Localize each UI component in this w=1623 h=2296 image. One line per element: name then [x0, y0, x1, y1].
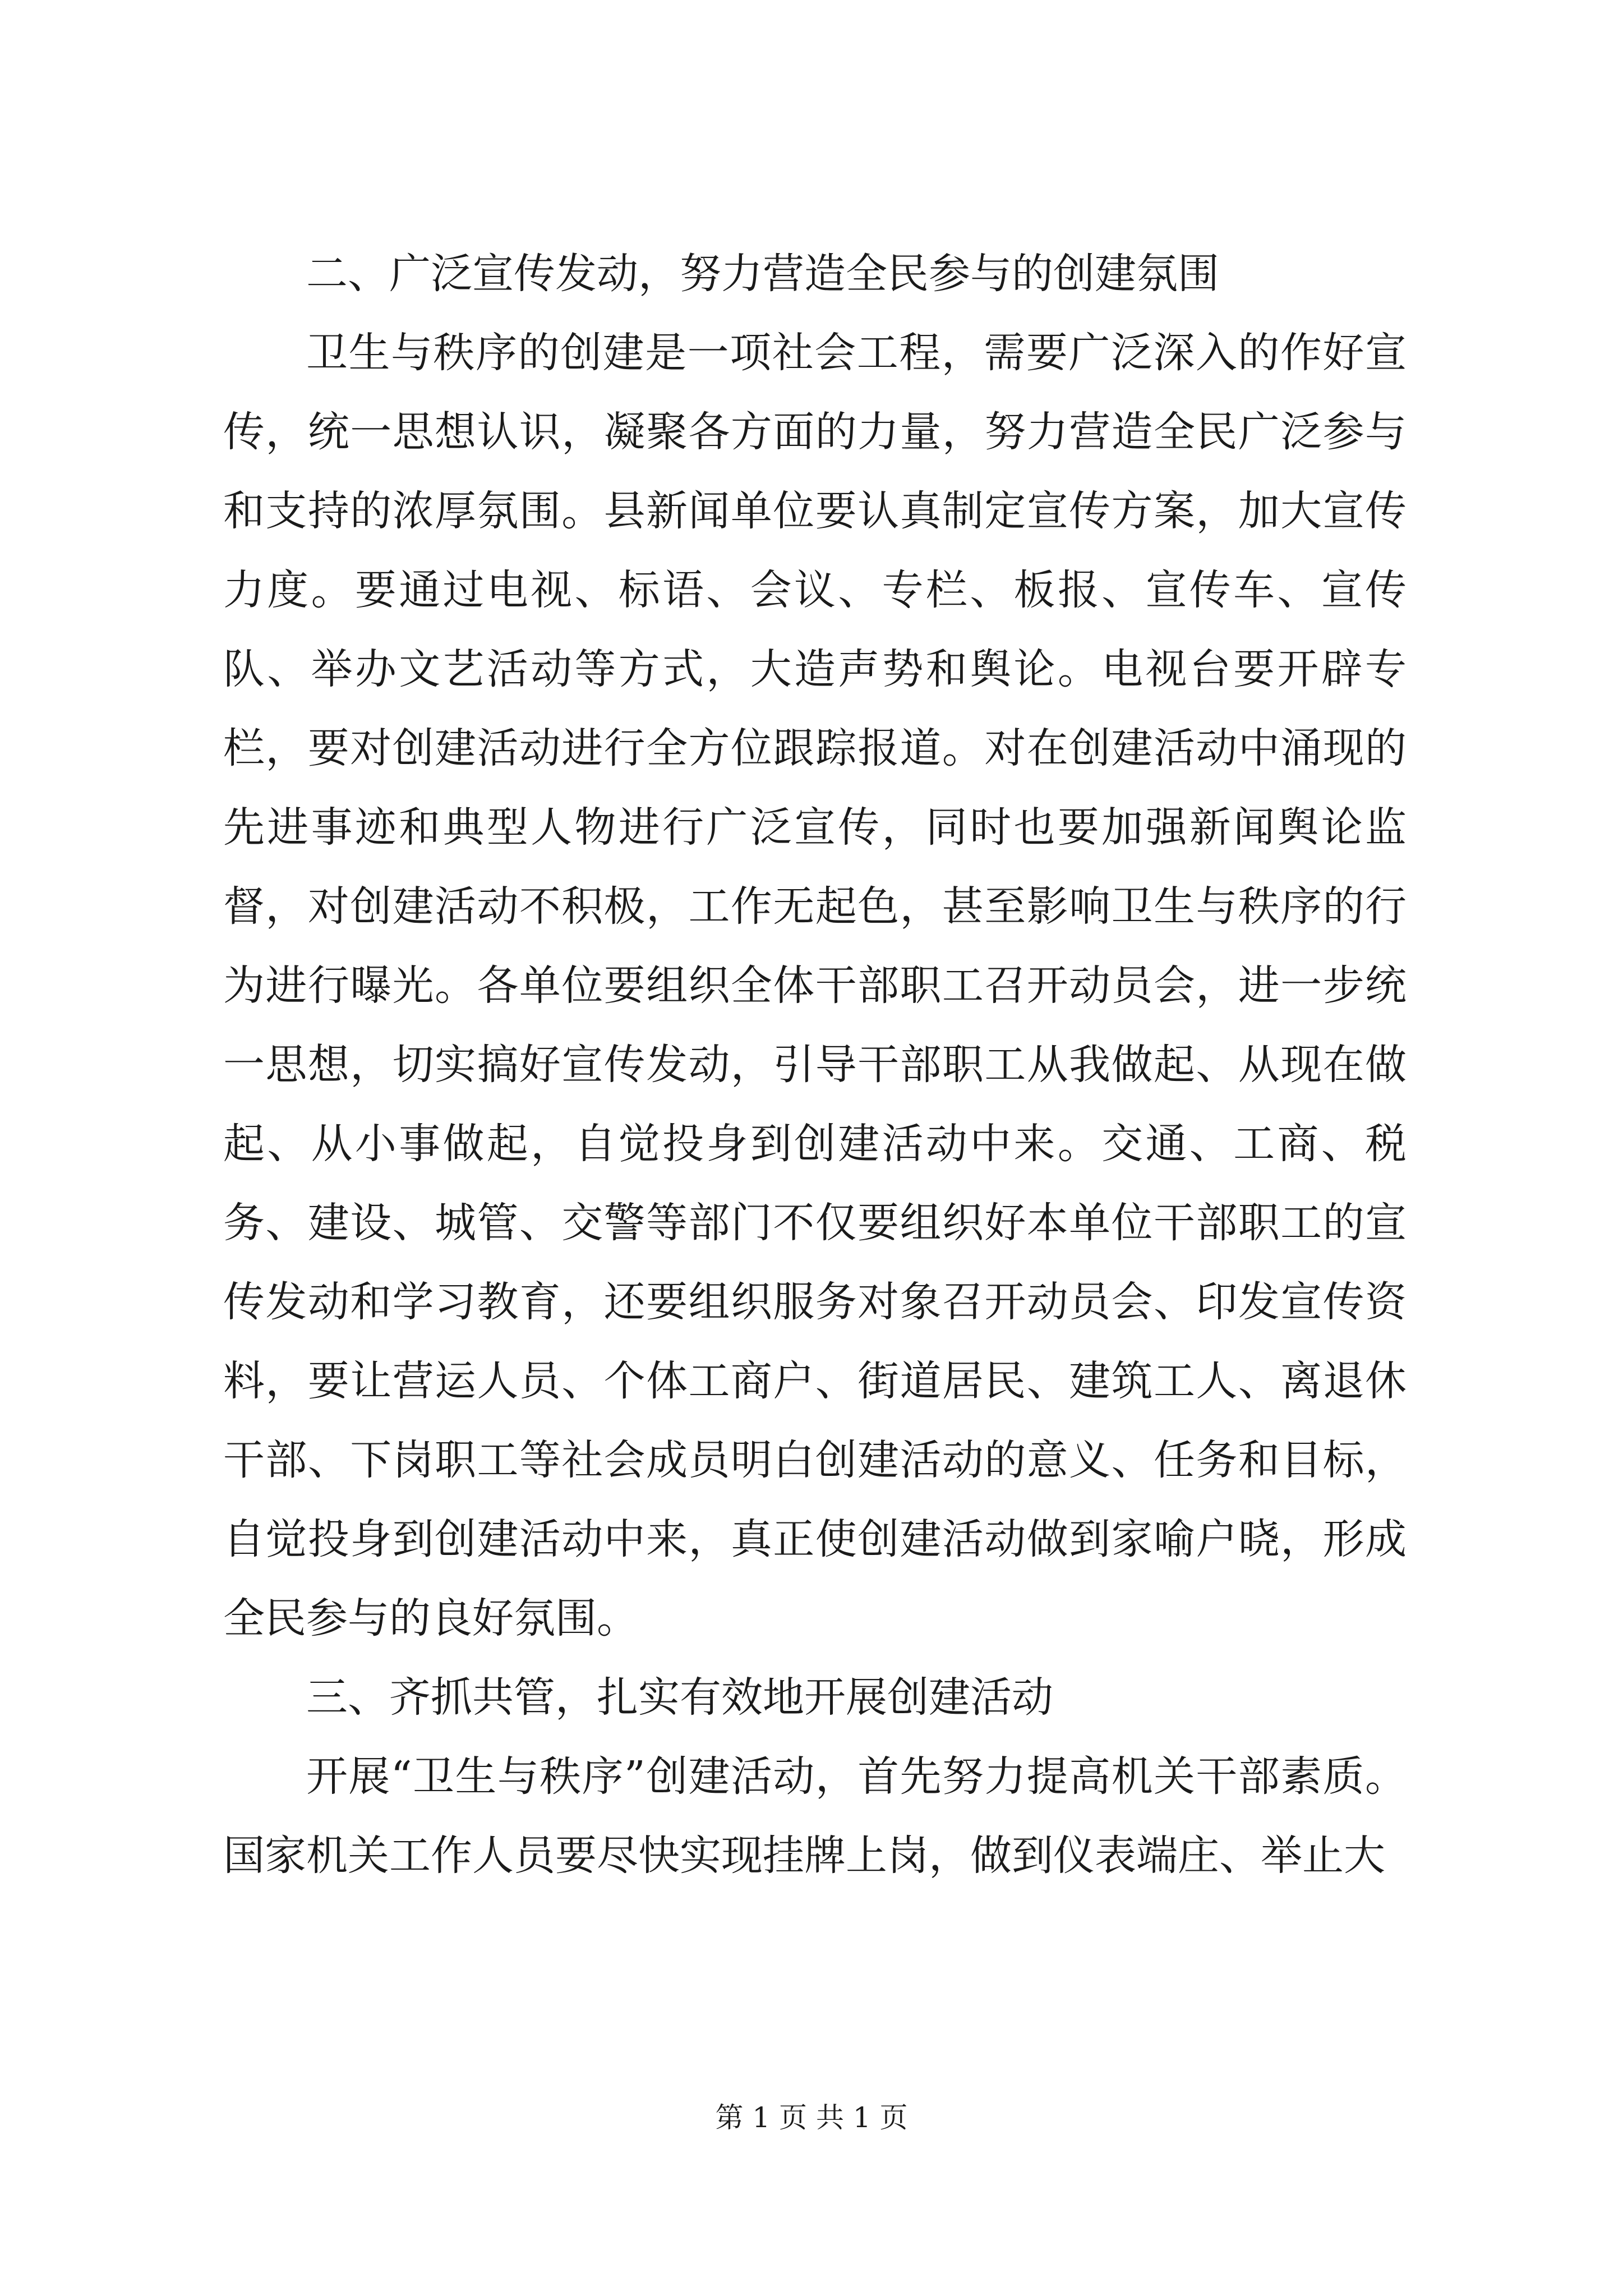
section-paragraph: 开展“卫生与秩序”创建活动，首先努力提高机关干部素质。国家机关工作人员要尽快实现挂牌上岗，做到仪表端庄、举止大: [223, 1752, 1407, 1880]
section-heading-2: 二、广泛宣传发动，努力营造全民参与的创建氛围: [306, 250, 1219, 298]
section-heading-3: 三、齐抓共管，扎实有效地开展创建活动: [306, 1673, 1053, 1722]
page-number-footer: 第 1 页 共 1 页: [715, 2101, 908, 2134]
section-paragraph: 卫生与秩序的创建是一项社会工程，需要广泛深入的作好宣传，统一思想认识，凝聚各方面的力量，努力营造全民广泛参与和支持的浓厚氛围。县新闻单位要认真制定宣传方案，加大宣传力度。要通过电视、标语、会议、专栏、板报、宣传车、宣传队、举办文艺活动等方式，大造声势和舆论。电视台要开辟专栏，要对创建活动进行全方位跟踪报道。对在创建活动中涌现的先进事迹和典型人物进行广泛宣传，同时也要加强新闻舆论监督，对创建活动不积极，工作无起色，甚至影响卫生与秩序的行为进行曝光。各单位要组织全体干部职工召开动员会，进一步统一思想，切实搞好宣传发动，引导干部职工从我做起、从现在做起、从小事做起，自觉投身到创建活动中来。交通、工商、税务、建设、城管、交警等部门不仅要组织好本单位干部职工的宣传发动和学习教育，还要组织服务对象召开动员会、印发宣传资料，要让营运人员、个体工商户、街道居民、建筑工人、离退休干部、下岗职工等社会成员明白创建活动的意义、任务和目标，自觉投身到创建活动中来，真正使创建活动做到家喻户晓，形成全民参与的良好氛围。: [223, 329, 1407, 1642]
document-body: [223, 234, 1407, 1895]
